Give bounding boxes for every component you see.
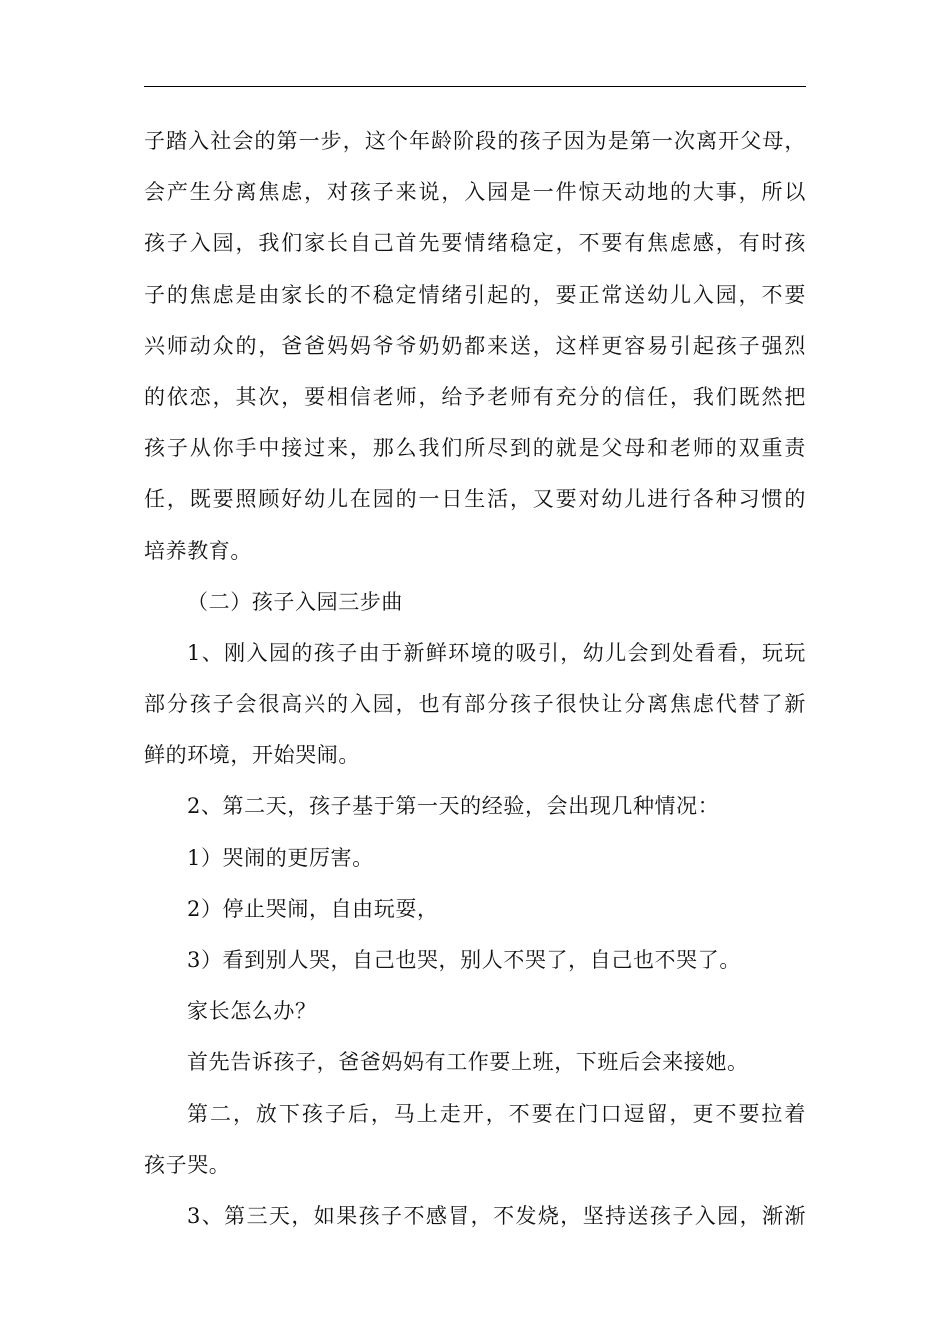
text-line: （二）孩子入园三步曲 (187, 589, 403, 614)
header-rule (144, 86, 806, 87)
text-line: 孩子入园，我们家长自己首先要情绪稳定，不要有焦虑感，有时孩 (144, 231, 806, 256)
document-body (144, 116, 806, 1242)
text-line: 部分孩子会很高兴的入园，也有部分孩子很快让分离焦虑代替了新 (144, 692, 806, 717)
text-line: 3、第三天，如果孩子不感冒，不发烧，坚持送孩子入园，渐渐 (187, 1203, 806, 1228)
text-line: 鲜的环境，开始哭闹。 (144, 743, 360, 768)
text-line: 2、第二天，孩子基于第一天的经验，会出现几种情况： (187, 794, 720, 819)
text-line: 任，既要照顾好幼儿在园的一日生活，又要对幼儿进行各种习惯的 (144, 487, 806, 512)
text-line: 孩子哭。 (144, 1152, 231, 1177)
text-line: 家长怎么办？ (187, 999, 317, 1024)
text-line: 首先告诉孩子，爸爸妈妈有工作要上班，下班后会来接她。 (187, 1050, 749, 1075)
text-line: 会产生分离焦虑，对孩子来说，入园是一件惊天动地的大事，所以 (144, 180, 806, 205)
text-line: 第二，放下孩子后，马上走开，不要在门口逗留，更不要拉着 (187, 1101, 806, 1126)
text-line: 1、刚入园的孩子由于新鲜环境的吸引，幼儿会到处看看，玩玩 (187, 640, 806, 665)
text-line: 子的焦虑是由家长的不稳定情绪引起的，要正常送幼儿入园，不要 (144, 282, 806, 307)
text-line: 培养教育。 (144, 538, 252, 563)
text-line: 孩子从你手中接过来，那么我们所尽到的就是父母和老师的双重责 (144, 436, 806, 461)
text-line: 1）哭闹的更厉害。 (187, 845, 374, 870)
text-line: 的依恋，其次，要相信老师，给予老师有充分的信任，我们既然把 (144, 384, 806, 409)
text-line: 3）看到别人哭，自己也哭，别人不哭了，自己也不哭了。 (187, 948, 741, 972)
text-line: 兴师动众的，爸爸妈妈爷爷奶奶都来送，这样更容易引起孩子强烈 (144, 333, 806, 358)
text-line: 2）停止哭闹，自由玩耍， (187, 896, 439, 921)
text-line: 子踏入社会的第一步，这个年龄阶段的孩子因为是第一次离开父母， (144, 129, 806, 153)
